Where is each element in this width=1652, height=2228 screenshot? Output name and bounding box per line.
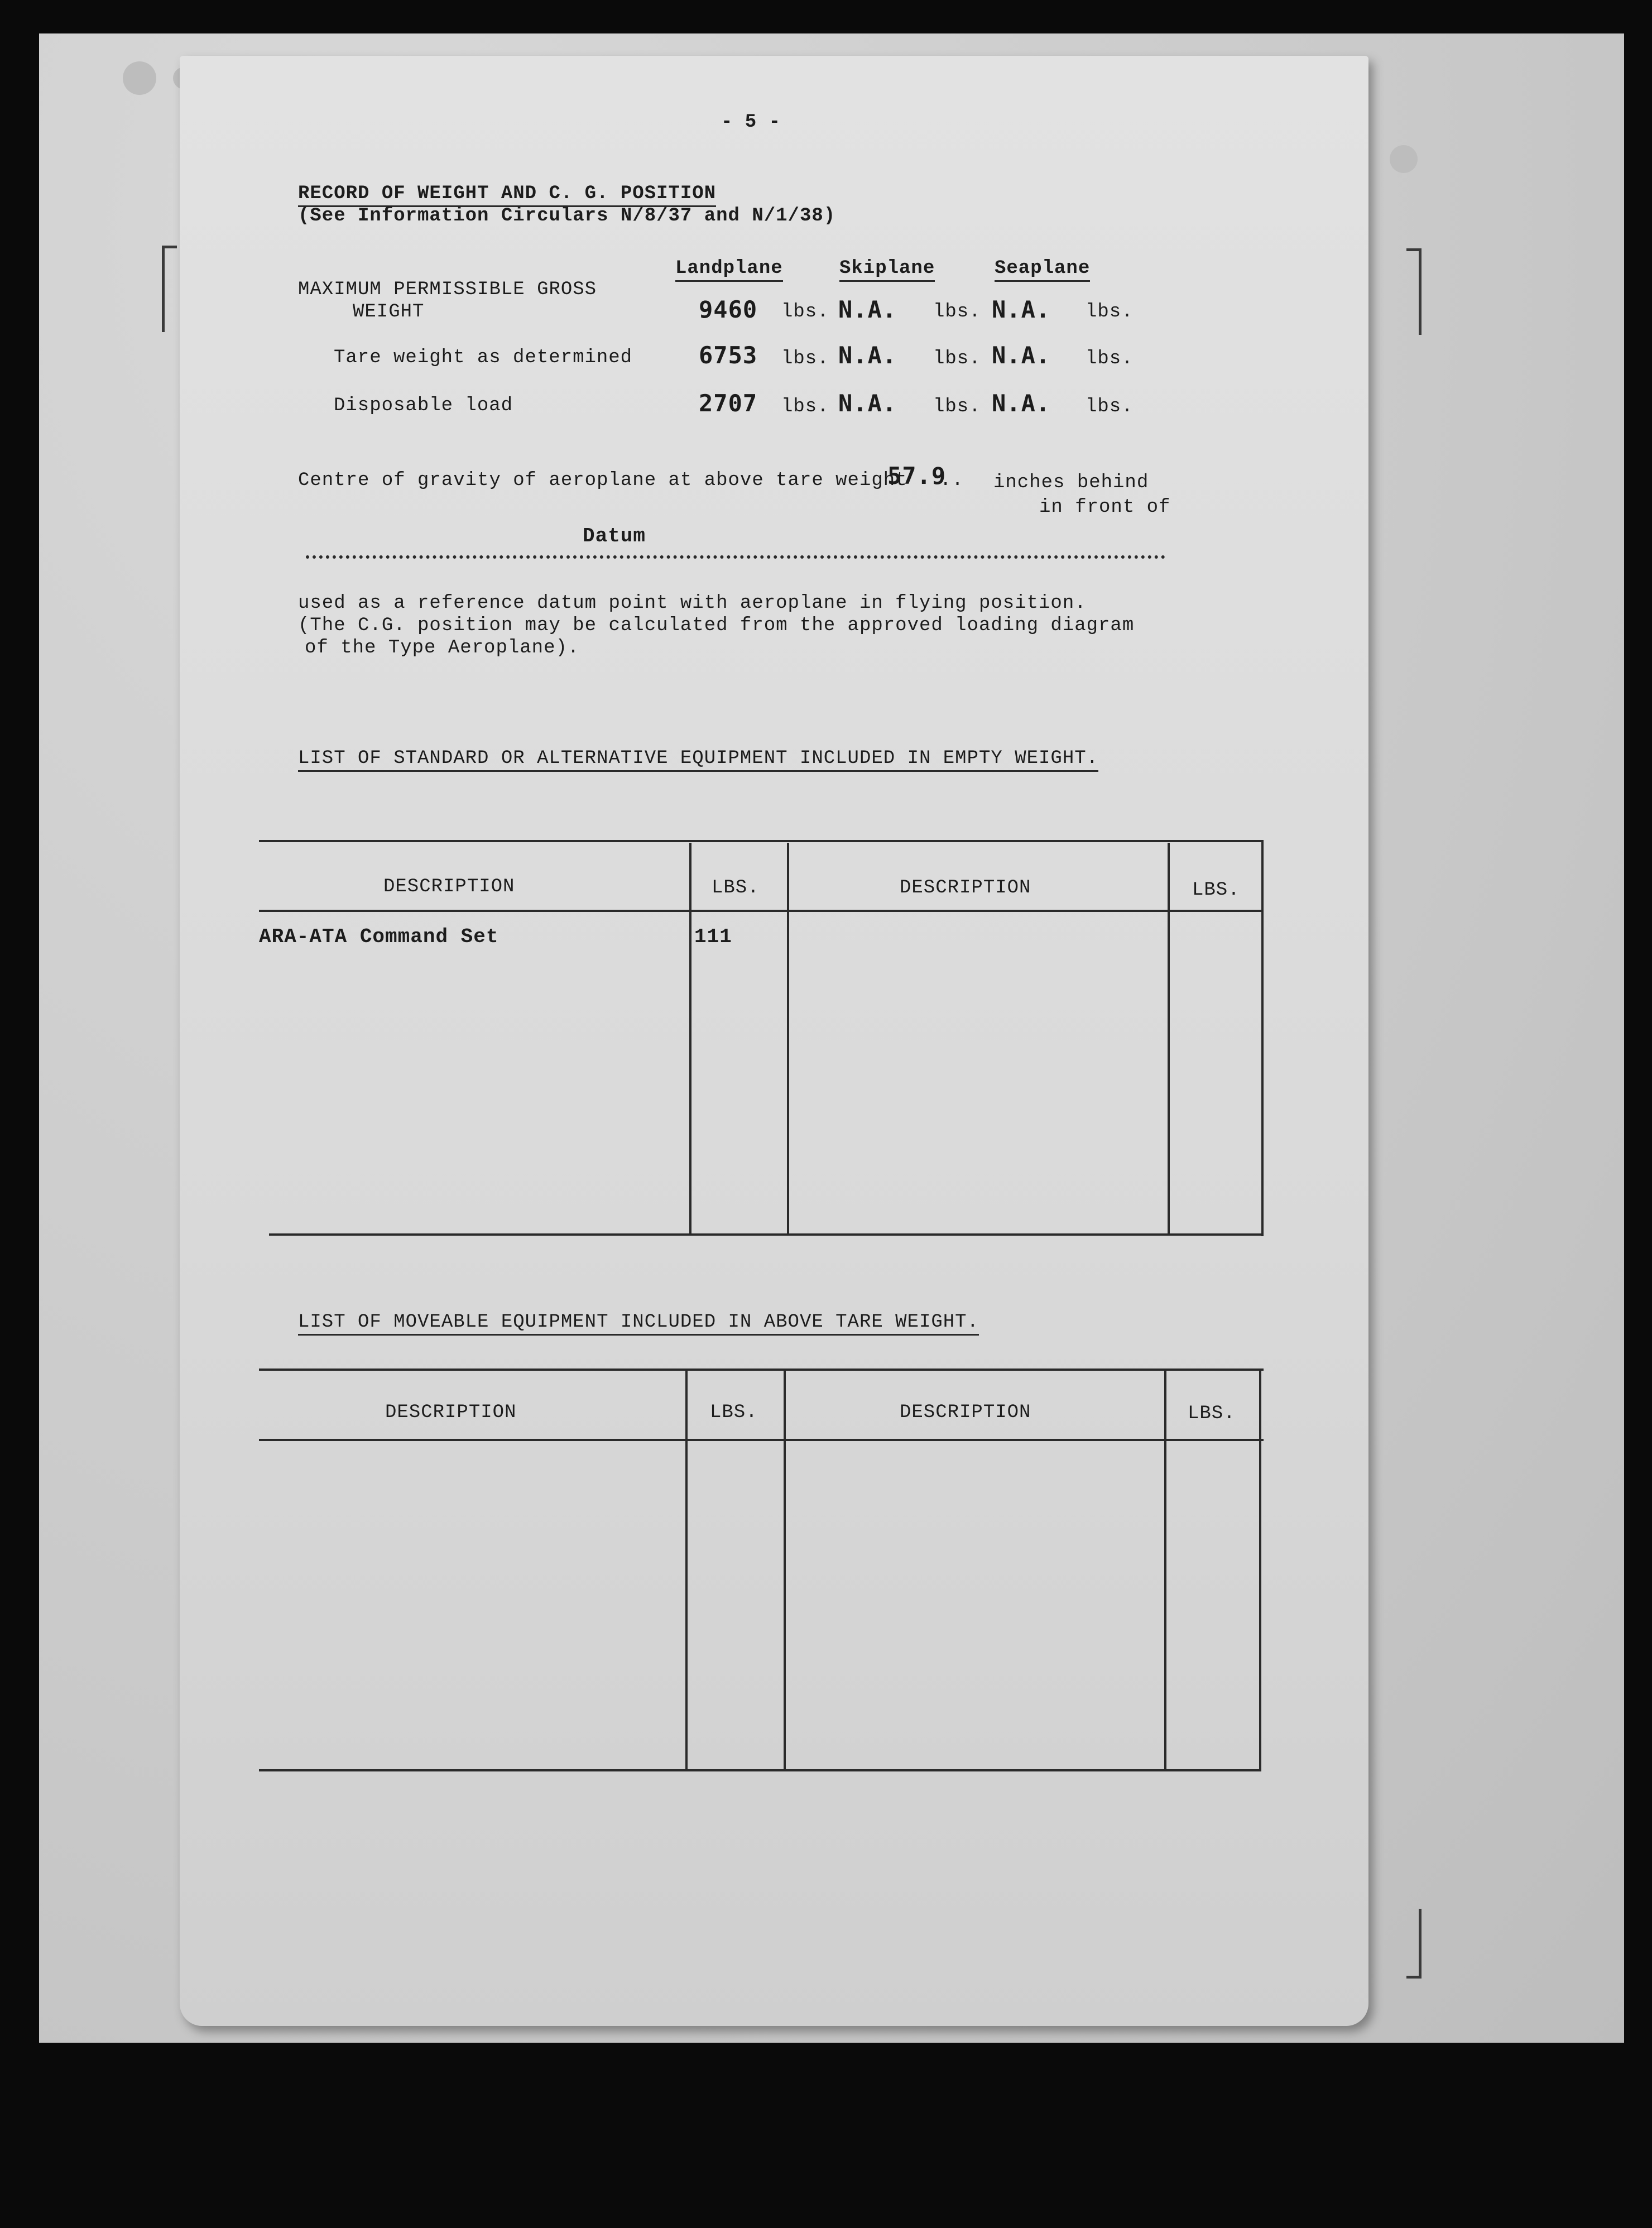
cg-text: Centre of gravity of aeroplane at above tare weight — [298, 470, 907, 491]
tare-skiplane: N.A. — [838, 342, 897, 369]
row-max-weight-label-1: MAXIMUM PERMISSIBLE GROSS — [298, 279, 597, 300]
page-number: - 5 - — [721, 112, 781, 133]
cg-dots: .. — [940, 470, 964, 491]
frame-bracket-bottom-right — [1406, 1909, 1422, 1979]
disposable-landplane: 2707 — [699, 390, 758, 417]
unit: lbs. — [781, 301, 829, 323]
row-max-weight-label-2: WEIGHT — [353, 301, 425, 323]
col-landplane: Landplane — [675, 258, 783, 282]
unit: lbs. — [933, 348, 981, 369]
frame-bracket-top-right — [1406, 248, 1422, 335]
unit: lbs. — [781, 396, 829, 417]
col-seaplane: Seaplane — [995, 258, 1090, 282]
unit: lbs. — [933, 301, 981, 323]
datum-label: Datum — [583, 525, 646, 548]
unit: lbs. — [1086, 301, 1134, 323]
tare-landplane: 6753 — [699, 342, 758, 369]
datum-dotted-line — [306, 555, 1165, 559]
table-header-lbs: LBS. — [1192, 880, 1240, 901]
row-tare-label: Tare weight as determined — [334, 347, 633, 368]
frame-bracket-top-left — [162, 246, 177, 332]
cg-behind: inches behind — [993, 472, 1149, 493]
table-header-description: DESCRIPTION — [385, 1402, 517, 1423]
reference-line-3: of the Type Aeroplane). — [305, 637, 580, 659]
cg-value: 57.9 — [887, 462, 947, 489]
record-subtitle: (See Information Circulars N/8/37 and N/1/38) — [298, 205, 836, 227]
table-header-lbs: LBS. — [710, 1402, 758, 1423]
tare-seaplane: N.A. — [992, 342, 1051, 369]
table-header-description: DESCRIPTION — [900, 877, 1031, 899]
table-header-lbs: LBS. — [712, 877, 760, 899]
disposable-seaplane: N.A. — [992, 390, 1051, 417]
row-disposable-label: Disposable load — [334, 395, 513, 416]
record-title: RECORD OF WEIGHT AND C. G. POSITION — [298, 183, 716, 207]
reference-line-1: used as a reference datum point with aeroplane in flying position. — [298, 593, 1087, 614]
standard-equipment-title: LIST OF STANDARD OR ALTERNATIVE EQUIPMENT INCLUDED IN EMPTY WEIGHT. — [298, 748, 1098, 772]
table-header-lbs: LBS. — [1188, 1403, 1236, 1424]
disposable-skiplane: N.A. — [838, 390, 897, 417]
max-weight-seaplane: N.A. — [992, 296, 1051, 323]
unit: lbs. — [1086, 396, 1134, 417]
moveable-equipment-title: LIST OF MOVEABLE EQUIPMENT INCLUDED IN ABOVE TARE WEIGHT. — [298, 1312, 979, 1336]
unit: lbs. — [781, 348, 829, 369]
equipment-description: ARA-ATA Command Set — [259, 925, 499, 948]
col-skiplane: Skiplane — [839, 258, 935, 282]
document-page — [180, 56, 1368, 2026]
reference-line-2: (The C.G. position may be calculated from the approved loading diagram — [298, 615, 1135, 636]
max-weight-landplane: 9460 — [699, 296, 758, 323]
cg-front: in front of — [1039, 497, 1171, 518]
equipment-lbs: 111 — [694, 925, 732, 948]
table-header-description: DESCRIPTION — [900, 1402, 1031, 1423]
unit: lbs. — [933, 396, 981, 417]
table-header-description: DESCRIPTION — [383, 876, 515, 897]
max-weight-skiplane: N.A. — [838, 296, 897, 323]
unit: lbs. — [1086, 348, 1134, 369]
